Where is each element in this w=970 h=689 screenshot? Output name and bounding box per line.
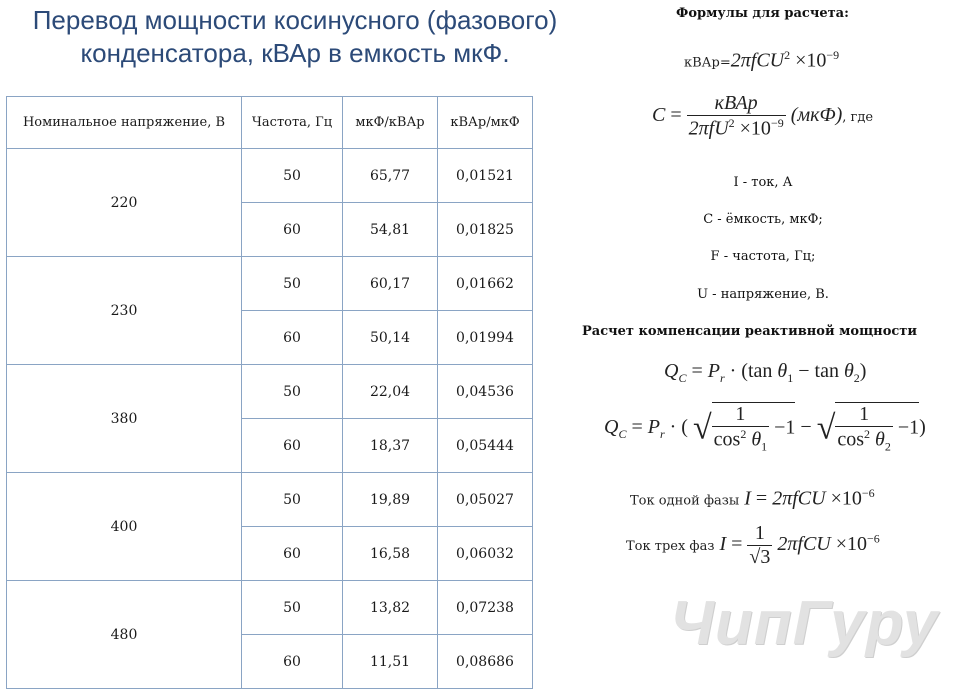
frequency-cell: 50 <box>242 149 343 203</box>
phase-current-label: Ток одной фазы <box>630 493 740 509</box>
watermark-logo: ЧипГуру <box>670 589 939 658</box>
frequency-cell: 50 <box>242 581 343 635</box>
voltage-cell: 380 <box>7 365 242 473</box>
capacitance-fraction: $\frac{\text{кВАр}}{2\pi fU^2 \times 10^{-9}}$ <box>688 92 784 140</box>
table-row <box>7 149 533 203</box>
three-phase-current-formula: Ток трех фаз I = $\frac{1}{√3}$ $2\pi fCU \times 10^{-6}$ <box>626 522 880 568</box>
frequency-cell: 60 <box>242 527 343 581</box>
kvar-per-uf-cell: 0,08686 <box>438 635 533 689</box>
legend-voltage: U - напряжение, В. <box>697 287 829 302</box>
phase-current-formula: Ток одной фазы $I = 2\pi fCU \times 10^{-6}$ <box>630 486 875 510</box>
uf-per-kvar-cell: 19,89 <box>343 473 438 527</box>
formulas-panel <box>580 0 970 671</box>
frequency-cell: 60 <box>242 419 343 473</box>
table-header-row <box>7 97 533 149</box>
header-kvar-per-uf: кВАр/мкФ <box>438 97 533 149</box>
title-line-1: Перевод мощности косинусного (фазового) <box>32 5 558 35</box>
title-line-2: конденсатора, кВАр в емкость мкФ. <box>80 38 510 68</box>
kvar-formula: кВАр=2πfCU$^2$ $\times 10^{-9}$ <box>684 48 840 72</box>
kvar-per-uf-cell: 0,01994 <box>438 311 533 365</box>
legend-frequency: F - частота, Гц; <box>710 249 816 264</box>
kvar-per-uf-cell: 0,05027 <box>438 473 533 527</box>
frequency-cell: 60 <box>242 635 343 689</box>
header-frequency: Частота, Гц <box>242 97 343 149</box>
kvar-per-uf-cell: 0,04536 <box>438 365 533 419</box>
uf-per-kvar-cell: 22,04 <box>343 365 438 419</box>
kvar-per-uf-cell: 0,07238 <box>438 581 533 635</box>
formulas-heading: Формулы для расчета: <box>676 6 849 21</box>
compensation-formula-cos: $Q_C = P_r$ · ( √ $\frac{1}{\cos^2 \theta_1}$ −1 − √ $\frac{1}{\cos^2 \theta_2}$ −1) <box>604 403 926 454</box>
voltage-cell: 480 <box>7 581 242 689</box>
kvar-formula-label: кВАр= <box>684 55 731 71</box>
compensation-formula-tan: $Q_C = P_r \cdot (\tan$ $\theta_1 - \tan \theta_2$) <box>664 360 867 385</box>
kvar-per-uf-cell: 0,06032 <box>438 527 533 581</box>
header-voltage: Номинальное напряжение, В <box>7 97 242 149</box>
conversion-table <box>6 96 533 689</box>
uf-per-kvar-cell: 60,17 <box>343 257 438 311</box>
uf-per-kvar-cell: 18,37 <box>343 419 438 473</box>
table-row <box>7 581 533 635</box>
table-row <box>7 473 533 527</box>
voltage-cell: 400 <box>7 473 242 581</box>
page-title <box>0 4 590 70</box>
kvar-per-uf-cell: 0,01521 <box>438 149 533 203</box>
three-phase-label: Ток трех фаз <box>626 539 715 555</box>
frequency-cell: 60 <box>242 311 343 365</box>
uf-per-kvar-cell: 16,58 <box>343 527 438 581</box>
frequency-cell: 50 <box>242 365 343 419</box>
uf-per-kvar-cell: 50,14 <box>343 311 438 365</box>
kvar-per-uf-cell: 0,05444 <box>438 419 533 473</box>
frequency-cell: 50 <box>242 473 343 527</box>
capacitance-suffix: , где <box>842 109 874 125</box>
frequency-cell: 60 <box>242 203 343 257</box>
header-uf-per-kvar: мкФ/кВАр <box>343 97 438 149</box>
legend-capacitance: С - ёмкость, мкФ; <box>703 212 823 227</box>
uf-per-kvar-cell: 11,51 <box>343 635 438 689</box>
capacitance-numerator: кВАр <box>714 92 758 114</box>
capacitance-unit: (мкФ) <box>790 103 843 126</box>
table-row <box>7 365 533 419</box>
kvar-per-uf-cell: 0,01662 <box>438 257 533 311</box>
frequency-cell: 50 <box>242 257 343 311</box>
voltage-cell: 220 <box>7 149 242 257</box>
uf-per-kvar-cell: 13,82 <box>343 581 438 635</box>
table-row <box>7 257 533 311</box>
capacitance-formula: C = $\frac{\text{кВАр}}{2\pi fU^2 \times 10^{-9}}$ (мкФ), где <box>652 92 874 140</box>
legend-current: I - ток, А <box>733 175 793 190</box>
uf-per-kvar-cell: 65,77 <box>343 149 438 203</box>
compensation-heading: Расчет компенсации реактивной мощности <box>582 324 917 339</box>
kvar-per-uf-cell: 0,01825 <box>438 203 533 257</box>
uf-per-kvar-cell: 54,81 <box>343 203 438 257</box>
voltage-cell: 230 <box>7 257 242 365</box>
